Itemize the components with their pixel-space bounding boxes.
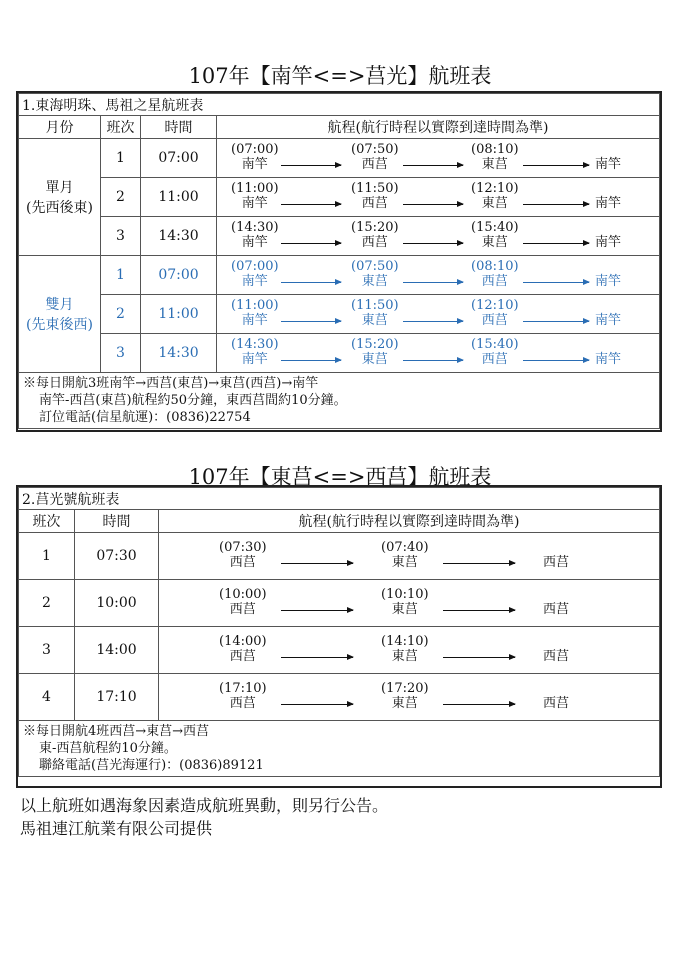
stop-time: (15:40)	[471, 220, 519, 235]
footer-notice: 以上航班如遇海象因素造成航班異動，則另行公告。	[20, 796, 389, 815]
route-diagram	[217, 256, 659, 294]
schedule-table-2	[18, 487, 660, 777]
stop-port: 西莒	[481, 313, 508, 328]
stop-port: 南竿	[595, 157, 622, 172]
stop-time: (15:40)	[471, 337, 519, 352]
section-title-1: 1.東海明珠、馬祖之星航班表	[19, 94, 660, 116]
stop-time: (07:50)	[351, 142, 399, 157]
arrow-right-icon	[281, 165, 341, 166]
month-cell	[19, 256, 101, 373]
header-time: 時間	[75, 510, 159, 533]
route-stop	[231, 220, 279, 250]
arrow-right-icon	[281, 360, 341, 361]
stop-time: (07:50)	[351, 259, 399, 274]
route-stop	[219, 540, 267, 570]
stop-port: 西莒	[361, 196, 388, 211]
month-label: (先東後西)	[26, 317, 93, 333]
stop-time: (14:00)	[219, 634, 267, 649]
departure-time: 17:10	[75, 674, 159, 721]
arrow-right-icon	[523, 243, 589, 244]
arrow-right-icon	[403, 321, 463, 322]
table-row	[19, 674, 660, 721]
route-stop	[595, 352, 621, 367]
route-stop	[543, 649, 569, 664]
stop-time: (11:00)	[231, 298, 279, 313]
note-line: 南竿-西莒(東莒)航程約50分鐘，東西莒間約10分鐘。	[39, 393, 347, 408]
route-stop	[595, 235, 621, 250]
table-row	[19, 139, 660, 178]
month-label: 雙月	[45, 297, 74, 313]
arrow-right-icon	[281, 704, 353, 705]
stop-port: 東莒	[481, 157, 508, 172]
table-row	[19, 334, 660, 373]
stop-port: 南竿	[241, 313, 268, 328]
trip-number: 1	[101, 256, 141, 295]
table-row	[19, 627, 660, 674]
stop-port: 南竿	[595, 352, 622, 367]
route-stop	[219, 681, 267, 711]
route-stop	[351, 142, 399, 172]
route-diagram	[159, 580, 659, 626]
title-dongju-xiju: 107年【東莒<=>西莒】航班表	[188, 465, 492, 489]
table-row	[19, 217, 660, 256]
stop-port: 南竿	[595, 235, 622, 250]
arrow-right-icon	[443, 657, 515, 658]
schedule-box-2	[16, 485, 662, 788]
stop-port: 南竿	[241, 235, 268, 250]
arrow-right-icon	[281, 321, 341, 322]
departure-time: 14:00	[75, 627, 159, 674]
departure-time: 07:00	[141, 139, 217, 178]
route-cell	[217, 139, 660, 178]
header-trip: 班次	[19, 510, 75, 533]
stop-port: 南竿	[595, 274, 622, 289]
arrow-right-icon	[403, 165, 463, 166]
route-cell	[159, 627, 660, 674]
stop-port: 東莒	[361, 352, 388, 367]
departure-time: 14:30	[141, 334, 217, 373]
route-stop	[351, 259, 399, 289]
route-cell	[217, 334, 660, 373]
note-line: 聯絡電話(莒光海運行)：(0836)89121	[39, 758, 264, 773]
schedule-body-2	[19, 533, 660, 721]
stop-port: 西莒	[543, 555, 570, 570]
stop-time: (07:00)	[231, 142, 279, 157]
stop-time: (17:10)	[219, 681, 267, 696]
arrow-right-icon	[403, 243, 463, 244]
note-line: ※每日開航3班南竿→西莒(東莒)→東莒(西莒)→南竿	[23, 376, 319, 391]
route-stop	[543, 602, 569, 617]
stop-port: 西莒	[229, 555, 256, 570]
footer-provider: 馬祖連江航業有限公司提供	[20, 819, 213, 838]
route-stop	[219, 587, 267, 617]
departure-time: 11:00	[141, 178, 217, 217]
route-stop	[381, 634, 429, 664]
table-row	[19, 295, 660, 334]
route-stop	[471, 181, 519, 211]
route-diagram	[217, 217, 659, 255]
route-stop	[471, 142, 519, 172]
route-cell	[217, 295, 660, 334]
route-diagram	[217, 295, 659, 333]
note-line: 東-西莒航程約10分鐘。	[39, 741, 177, 756]
route-stop	[351, 181, 399, 211]
route-cell	[159, 674, 660, 721]
arrow-right-icon	[281, 563, 353, 564]
route-stop	[595, 313, 621, 328]
header-route: 航程(航行時程以實際到達時間為準)	[159, 510, 660, 533]
stop-port: 南竿	[241, 157, 268, 172]
route-diagram	[217, 334, 659, 372]
route-stop	[543, 555, 569, 570]
table-row	[19, 533, 660, 580]
trip-number: 2	[19, 580, 75, 627]
trip-number: 3	[101, 334, 141, 373]
title-nangan-juguang: 107年【南竿<=>莒光】航班表	[188, 64, 492, 88]
trip-number: 2	[101, 178, 141, 217]
stop-time: (14:30)	[231, 220, 279, 235]
route-cell	[159, 533, 660, 580]
stop-port: 東莒	[361, 274, 388, 289]
header-time: 時間	[141, 116, 217, 139]
stop-time: (08:10)	[471, 142, 519, 157]
stop-time: (10:10)	[381, 587, 429, 602]
departure-time: 07:30	[75, 533, 159, 580]
stop-time: (14:30)	[231, 337, 279, 352]
arrow-right-icon	[443, 704, 515, 705]
arrow-right-icon	[443, 563, 515, 564]
route-stop	[351, 220, 399, 250]
arrow-right-icon	[281, 610, 353, 611]
route-stop	[471, 220, 519, 250]
stop-time: (11:50)	[351, 181, 399, 196]
route-cell	[217, 178, 660, 217]
trip-number: 4	[19, 674, 75, 721]
note-line: 訂位電話(信星航運)：(0836)22754	[39, 410, 251, 425]
departure-time: 14:30	[141, 217, 217, 256]
arrow-right-icon	[281, 657, 353, 658]
stop-port: 南竿	[595, 313, 622, 328]
month-label: (先西後東)	[26, 200, 93, 216]
stop-port: 南竿	[595, 196, 622, 211]
route-stop	[381, 540, 429, 570]
stop-time: (07:40)	[381, 540, 429, 555]
trip-number: 2	[101, 295, 141, 334]
stop-port: 西莒	[481, 352, 508, 367]
stop-port: 西莒	[543, 696, 570, 711]
route-diagram	[159, 627, 659, 673]
stop-time: (14:10)	[381, 634, 429, 649]
arrow-right-icon	[403, 360, 463, 361]
trip-number: 1	[19, 533, 75, 580]
route-stop	[471, 298, 519, 328]
route-stop	[219, 634, 267, 664]
arrow-right-icon	[281, 243, 341, 244]
stop-time: (10:00)	[219, 587, 267, 602]
route-stop	[381, 587, 429, 617]
route-cell	[159, 580, 660, 627]
stop-port: 東莒	[481, 235, 508, 250]
stop-port: 南竿	[241, 352, 268, 367]
arrow-right-icon	[523, 282, 589, 283]
route-stop	[231, 142, 279, 172]
stop-port: 西莒	[229, 649, 256, 664]
arrow-right-icon	[403, 204, 463, 205]
route-stop	[595, 196, 621, 211]
trip-number: 1	[101, 139, 141, 178]
stop-time: (12:10)	[471, 298, 519, 313]
stop-port: 東莒	[391, 649, 418, 664]
stop-port: 西莒	[543, 602, 570, 617]
stop-time: (15:20)	[351, 220, 399, 235]
header-route: 航程(航行時程以實際到達時間為準)	[217, 116, 660, 139]
section-title-2: 2.莒光號航班表	[19, 488, 660, 510]
route-stop	[351, 337, 399, 367]
route-stop	[231, 337, 279, 367]
arrow-right-icon	[281, 204, 341, 205]
table-row	[19, 178, 660, 217]
stop-time: (07:00)	[231, 259, 279, 274]
stop-port: 東莒	[391, 602, 418, 617]
table-row	[19, 580, 660, 627]
route-diagram	[217, 139, 659, 177]
stop-time: (11:00)	[231, 181, 279, 196]
stop-port: 東莒	[391, 555, 418, 570]
route-diagram	[159, 674, 659, 720]
stop-port: 南竿	[241, 196, 268, 211]
departure-time: 10:00	[75, 580, 159, 627]
stop-time: (11:50)	[351, 298, 399, 313]
route-diagram	[159, 533, 659, 579]
stop-time: (12:10)	[471, 181, 519, 196]
stop-time: (07:30)	[219, 540, 267, 555]
arrow-right-icon	[523, 360, 589, 361]
stop-port: 西莒	[229, 696, 256, 711]
month-label: 單月	[45, 180, 74, 196]
arrow-right-icon	[281, 282, 341, 283]
trip-number: 3	[101, 217, 141, 256]
route-cell	[217, 217, 660, 256]
stop-time: (17:20)	[381, 681, 429, 696]
route-stop	[351, 298, 399, 328]
arrow-right-icon	[523, 321, 589, 322]
route-stop	[595, 274, 621, 289]
header-trip: 班次	[101, 116, 141, 139]
departure-time: 11:00	[141, 295, 217, 334]
arrow-right-icon	[523, 204, 589, 205]
schedule-body-1	[19, 139, 660, 373]
stop-port: 東莒	[391, 696, 418, 711]
arrow-right-icon	[523, 165, 589, 166]
note-line: ※每日開航4班西莒→東莒→西莒	[23, 724, 210, 739]
route-diagram	[217, 178, 659, 216]
route-stop	[231, 181, 279, 211]
stop-port: 西莒	[361, 235, 388, 250]
stop-time: (08:10)	[471, 259, 519, 274]
stop-port: 西莒	[481, 274, 508, 289]
month-cell	[19, 139, 101, 256]
route-stop	[231, 259, 279, 289]
header-month: 月份	[19, 116, 101, 139]
schedule-table-1	[18, 93, 660, 429]
stop-time: (15:20)	[351, 337, 399, 352]
stop-port: 東莒	[361, 313, 388, 328]
table-row	[19, 256, 660, 295]
stop-port: 南竿	[241, 274, 268, 289]
arrow-right-icon	[443, 610, 515, 611]
stop-port: 西莒	[543, 649, 570, 664]
stop-port: 西莒	[229, 602, 256, 617]
schedule-box-1	[16, 91, 662, 432]
departure-time: 07:00	[141, 256, 217, 295]
route-stop	[471, 259, 519, 289]
arrow-right-icon	[403, 282, 463, 283]
trip-number: 3	[19, 627, 75, 674]
route-stop	[471, 337, 519, 367]
route-cell	[217, 256, 660, 295]
stop-port: 東莒	[481, 196, 508, 211]
notes-2	[19, 721, 660, 777]
route-stop	[381, 681, 429, 711]
notes-1	[19, 373, 660, 429]
route-stop	[595, 157, 621, 172]
route-stop	[543, 696, 569, 711]
stop-port: 西莒	[361, 157, 388, 172]
route-stop	[231, 298, 279, 328]
